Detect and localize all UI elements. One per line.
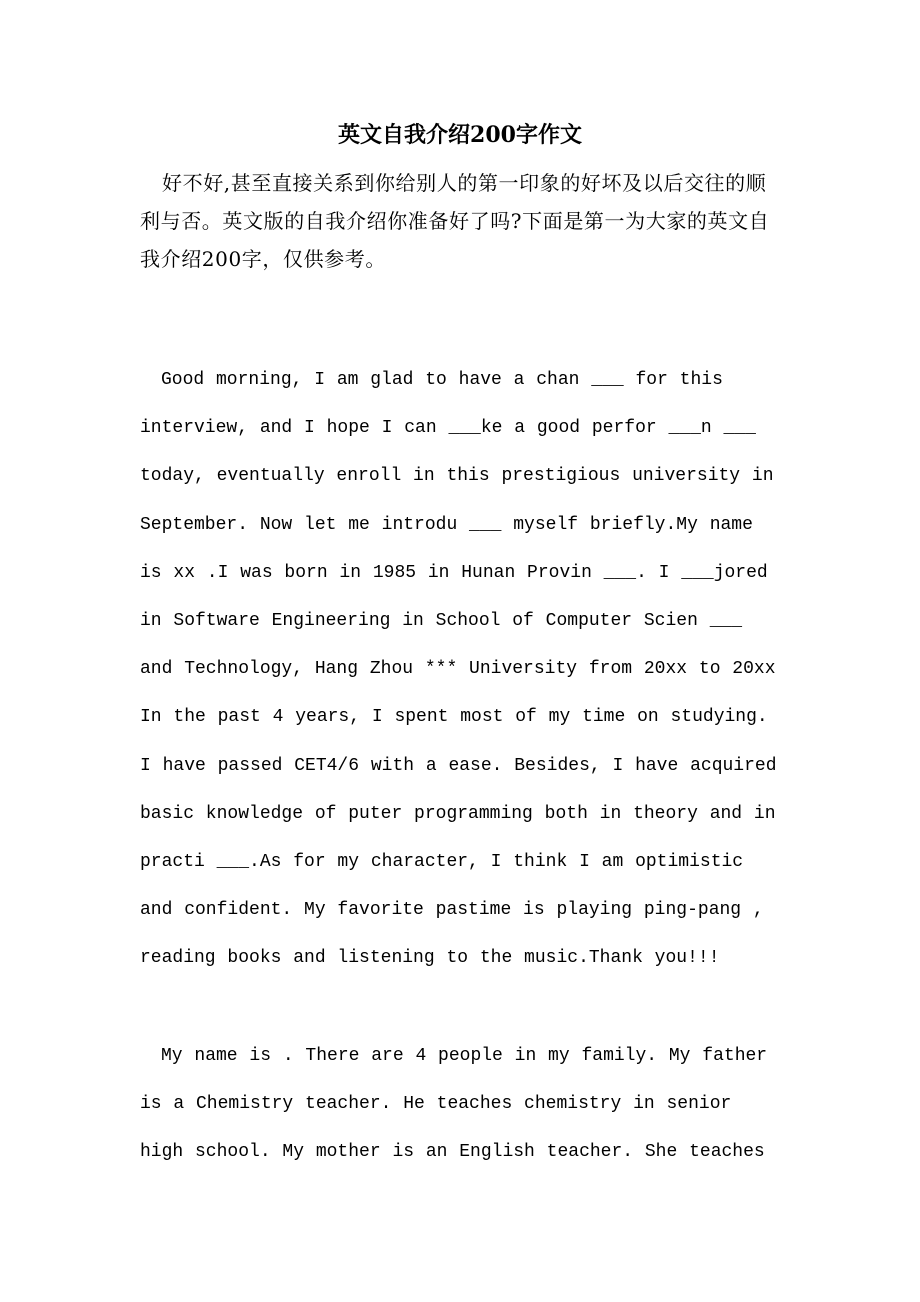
english-paragraph-1: Good morning, I am glad to have a chan ___ for this interview, and I hope I can ___ke a good perfor ___n ___ today, eventually enroll in this prestigious university in September. Now let me introdu ___ myself briefly.My name is xx .I was born in 1985 in Hunan Provin ___. I ___jored in Software Engineering in School of Computer Scien ___ and Technology, Hang Zhou *** University from 20xx to 20xx In the past 4 years, I spent most of my time on studying. I have passed CET4/6 with a ease. Besides, I have acquired basic knowledge of puter programming both in theory and in practi ___.As for my character, I think I am optimistic and confident. My favorite pastime is playing ping-pang , reading books and listening to the music.Thank you!!! <box>140 370 777 969</box>
english-paragraph-2: My name is . There are 4 people in my family. My father is a Chemistry teacher. He teaches chemistry in senior high school. My mother is an English teacher. She teaches <box>140 1046 768 1163</box>
intro-paragraph: 好不好,甚至直接关系到你给别人的第一印象的好坏及以后交往的顺利与否。英文版的自我介绍你准备好了吗?下面是第一为大家的英文自我介绍200字，仅供参考。 <box>140 171 770 271</box>
document-title: 英文自我介绍200字作文 <box>338 122 582 148</box>
